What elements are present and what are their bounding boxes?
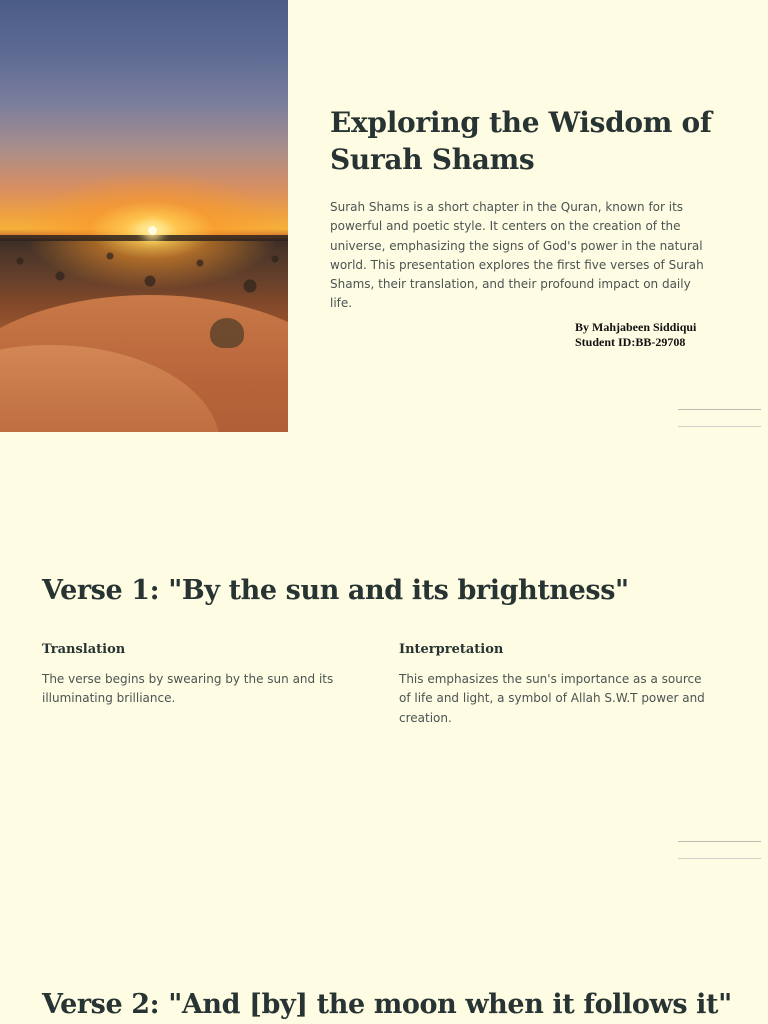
- translation-column: [42, 641, 358, 709]
- interpretation-text: This emphasizes the sun's importance as a source of life and light, a symbol of Allah S.W.T power and creation.: [399, 672, 705, 725]
- verse-1-heading: Verse 1: "By the sun and its brightness": [42, 575, 629, 606]
- desert-sunset-image: [0, 0, 288, 432]
- title-slide: [0, 0, 768, 432]
- slide-corner-decoration: [678, 841, 761, 859]
- sun: [148, 226, 157, 235]
- author-name: By Mahjabeen Siddiqui: [575, 320, 697, 334]
- desert-scrub: [0, 241, 288, 301]
- author-block: [575, 320, 755, 350]
- interpretation-title: Interpretation: [399, 642, 504, 657]
- intro-paragraph: Surah Shams is a short chapter in the Quran, known for its powerful and poetic style. It centers on the creation of the universe, emphasizing the signs of God's power in the natural world. This presentation explores the first five verses of Surah Shams, their translation, and their profound impact on daily life.: [330, 200, 704, 311]
- slide-corner-decoration: [678, 409, 761, 427]
- translation-text: The verse begins by swearing by the sun and its illuminating brilliance.: [42, 672, 334, 706]
- verse-2-slide: [0, 864, 768, 1024]
- presentation-title: Exploring the Wisdom of Surah Shams: [330, 106, 712, 176]
- interpretation-column: [399, 641, 715, 728]
- verse-1-slide: [0, 432, 768, 864]
- translation-title: Translation: [42, 642, 126, 657]
- desert-bush: [210, 318, 244, 348]
- student-id: Student ID:BB-29708: [575, 335, 686, 349]
- verse-2-heading: Verse 2: "And [by] the moon when it follows it": [42, 989, 732, 1020]
